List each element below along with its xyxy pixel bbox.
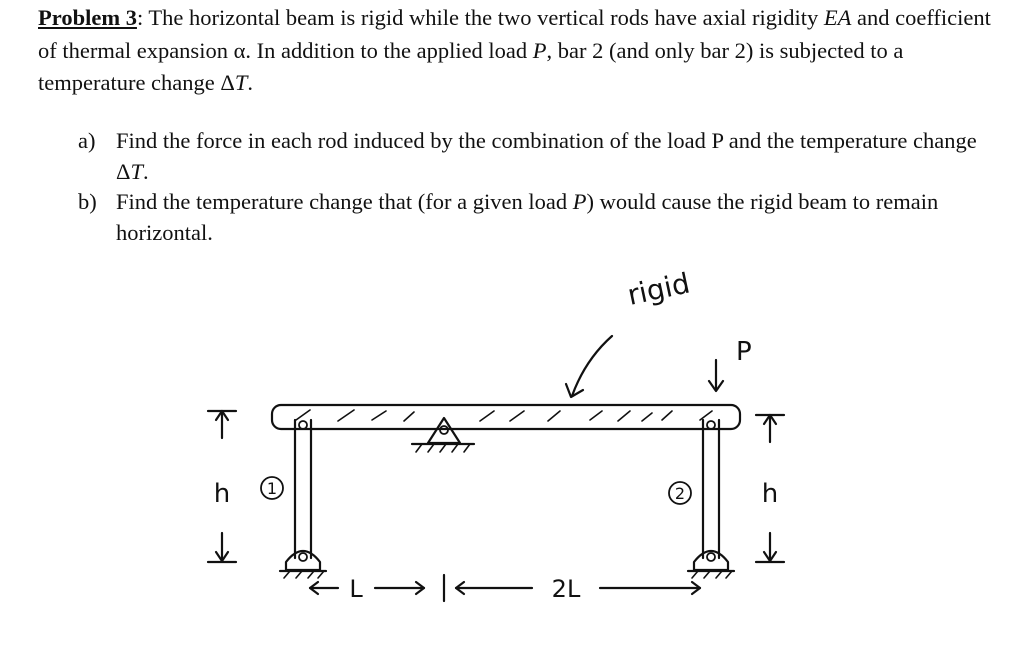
part-b-text-end: ) would cause the rigid beam to remain horizontal. [116,189,939,245]
part-a-text-end: . [143,158,149,184]
rigid-beam [272,405,740,429]
length-dimensions [310,575,700,603]
height-dimension-right [756,415,784,562]
symbol-t: T [234,70,248,95]
part-b-text-main: Find the temperature change that (for a given load [116,189,573,214]
bar-2-number: 2 [674,484,686,503]
problem-text-3: , bar 2 (and only bar 2) is subjected to a temperature change Δ [38,37,904,95]
part-a-letter: a) [78,128,96,153]
problem-colon: : [136,5,144,30]
part-b-symbol-p: P [572,189,587,214]
rigid-annotation [566,267,693,397]
problem-label: Problem 3 [38,5,137,30]
pin-support-center [412,418,474,452]
bar-2 [688,420,734,578]
bar-1-number: 1 [266,479,278,498]
bar-1-label [261,477,283,499]
part-a-symbol-t: T [130,158,143,184]
problem-text-1: The horizontal beam is rigid while the two vertical rods have axial rigidity [143,5,819,30]
height-dimension-left [208,411,236,562]
part-b-letter: b) [78,189,97,214]
height-right-label: h [761,479,779,509]
problem-text-2: and coefficient of thermal expansion α. In addition to the applied load [38,5,991,63]
part-a-text-main: Find the force in each rod induced by the combination of the load P and the temperature change Δ [116,128,977,184]
load-p-label: P [736,337,752,367]
bar-2-label [669,482,691,504]
load-p [709,337,752,391]
symbol-ea: EA [823,5,852,30]
rigid-label: rigid [624,266,693,312]
height-left-label: h [213,479,231,509]
length-l-label: L [349,575,363,603]
problem-text-end: . [247,70,254,95]
length-2l-label: 2L [551,575,581,603]
symbol-p: P [532,37,547,63]
bar-1 [280,420,326,578]
